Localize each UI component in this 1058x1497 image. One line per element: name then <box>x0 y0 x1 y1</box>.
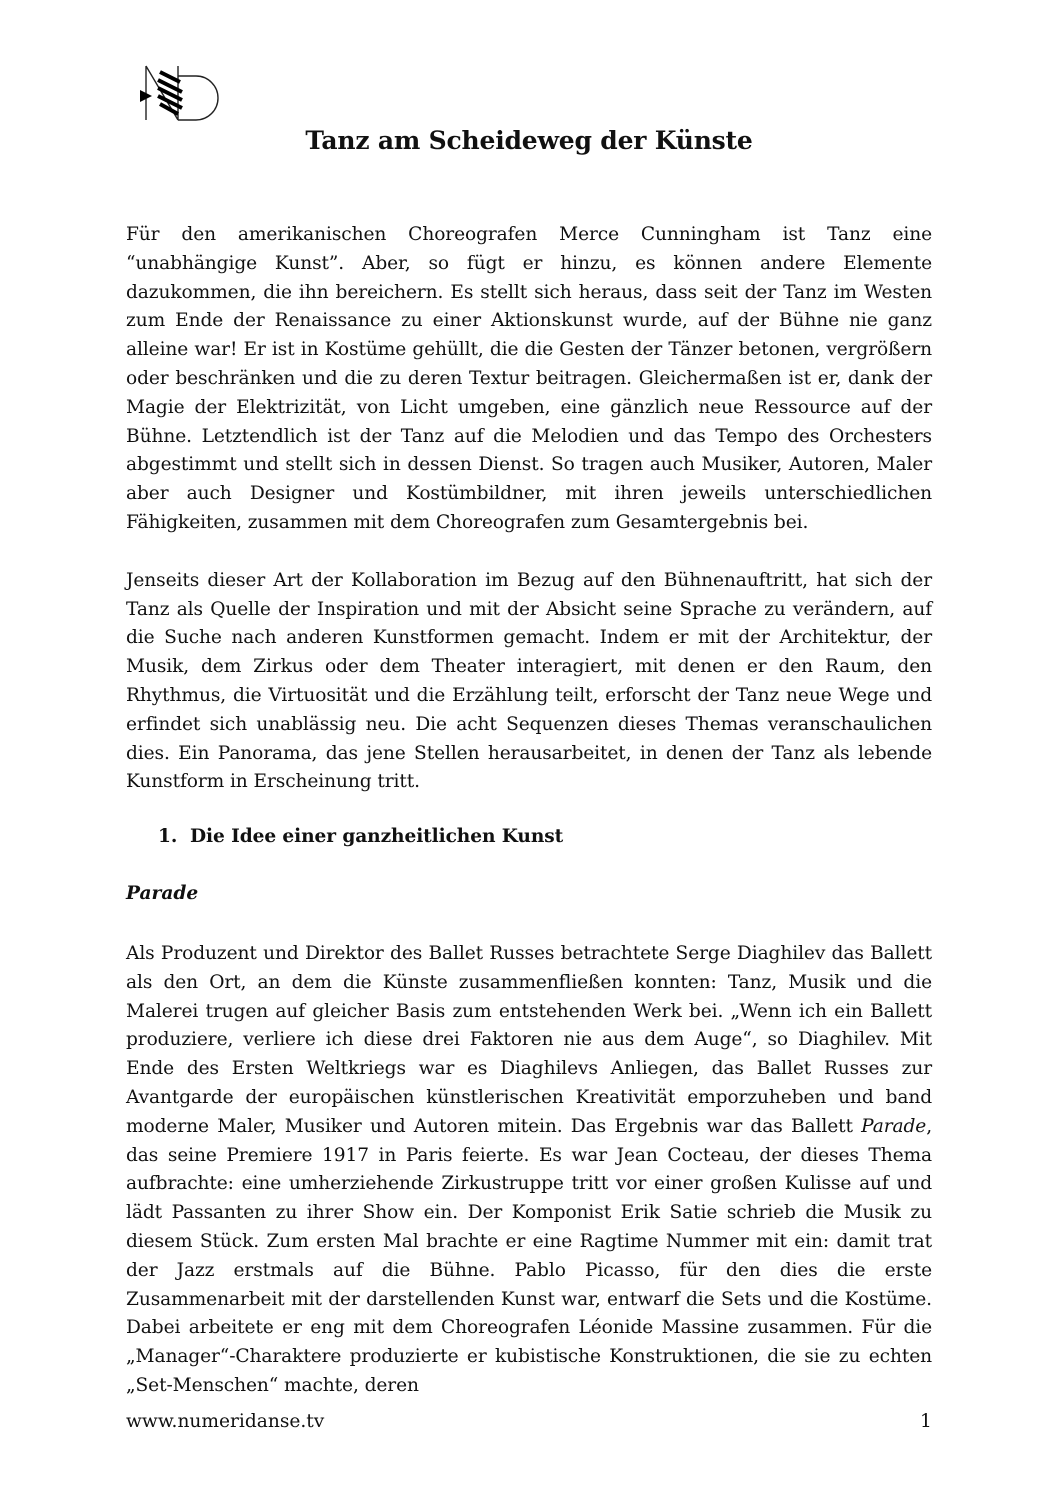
paragraph-text-end: , das seine Premiere 1917 in Paris feierte. Es war Jean Cocteau, der dieses Thema aufbrachte: eine umherziehende Zirkustruppe tritt vor einer großen Kulisse auf und lädt Passanten zu ihrer Show ein. Der Komponist Erik Satie schrieb die Musik zu diesem Stück. Zum ersten Mal brachte er eine Ragtime Nummer mit ein: damit trat der Jazz erstmals auf die Bühne. Pablo Picasso, für den dies die erste Zusammenarbeit mit der darstellenden Kunst war, entwarf die Sets und die Kostüme. Dabei arbeitete er eng mit dem Choreografen Léonide Massine zusammen. Für die „Manager“-Charaktere produzierte er kubistische Konstruktionen, die sie zu echten „Set-Menschen“ machte, deren <box>126 1115 932 1396</box>
section-body <box>126 940 932 1401</box>
section-number: 1. <box>158 826 178 847</box>
section-paragraph <box>126 940 932 1401</box>
section-heading <box>126 826 563 847</box>
footer-url: www.numeridanse.tv <box>126 1411 325 1432</box>
intro-section <box>126 221 932 797</box>
logo-mark-icon <box>138 62 230 124</box>
section-heading-text: Die Idee einer ganzheitlichen Kunst <box>190 826 564 847</box>
page-number: 1 <box>920 1411 932 1432</box>
work-title-parade: Parade <box>861 1115 927 1137</box>
page-title: Tanz am Scheideweg der Künste <box>305 126 753 155</box>
numeridanse-logo <box>138 62 230 124</box>
intro-paragraph-1: Für den amerikanischen Choreografen Merce Cunningham ist Tanz eine “unabhängige Kunst”. Aber, so fügt er hinzu, es können andere Elemente dazukommen, die ihn bereichern. Es stellt sich heraus, dass seit der Tanz im Westen zum Ende der Renaissance zu einer Aktionskunst wurde, auf der Bühne nie ganz alleine war! Er ist in Kostüme gehüllt, die die Gesten der Tänzer betonen, vergrößern oder beschränken und die zu deren Textur beitragen. Gleichermaßen ist er, dank der Magie der Elektrizität, von Licht umgeben, eine gänzlich neue Ressource auf der Bühne. Letztendlich ist der Tanz auf die Melodien und das Tempo des Orchesters abgestimmt und stellt sich in dessen Dienst. So tragen auch Musiker, Autoren, Maler aber auch Designer und Kostümbildner, mit ihren jeweils unterschiedlichen Fähigkeiten, zusammen mit dem Choreografen zum Gesamtergebnis bei. <box>126 224 932 533</box>
intro-paragraph-2: Jenseits dieser Art der Kollaboration im Bezug auf den Bühnenauftritt, hat sich der Tanz als Quelle der Inspiration und mit der Absicht seine Sprache zu verändern, auf die Suche nach anderen Kunstformen gemacht. Indem er mit der Architektur, der Musik, dem Zirkus oder dem Theater interagiert, mit denen er den Raum, den Rhythmus, die Virtuosität und die Erzählung teilt, erforscht der Tanz neue Wege und erfindet sich unablässig neu. Die acht Sequenzen dieses Themas veranschaulichen dies. Ein Panorama, das jene Stellen herausarbeitet, in denen der Tanz als lebende Kunstform in Erscheinung tritt. <box>126 569 932 793</box>
section-subheading: Parade <box>126 883 199 904</box>
paragraph-text-start: Als Produzent und Direktor des Ballet Russes betrachtete Serge Diaghilev das Ballett als den Ort, an dem die Künste zusammenfließen konnten: Tanz, Musik und die Malerei trugen auf gleicher Basis zum entstehenden Werk bei. „Wenn ich ein Ballett produziere, verliere ich diese drei Faktoren nie aus dem Auge“, so Diaghilev. Mit Ende des Ersten Weltkriegs war es Diaghilevs Anliegen, das Ballet Russes zur Avantgarde der europäischen künstlerischen Kreativität emporzuheben und band moderne Maler, Musiker und Autoren mitein. Das Ergebnis war das Ballett <box>126 943 932 1137</box>
